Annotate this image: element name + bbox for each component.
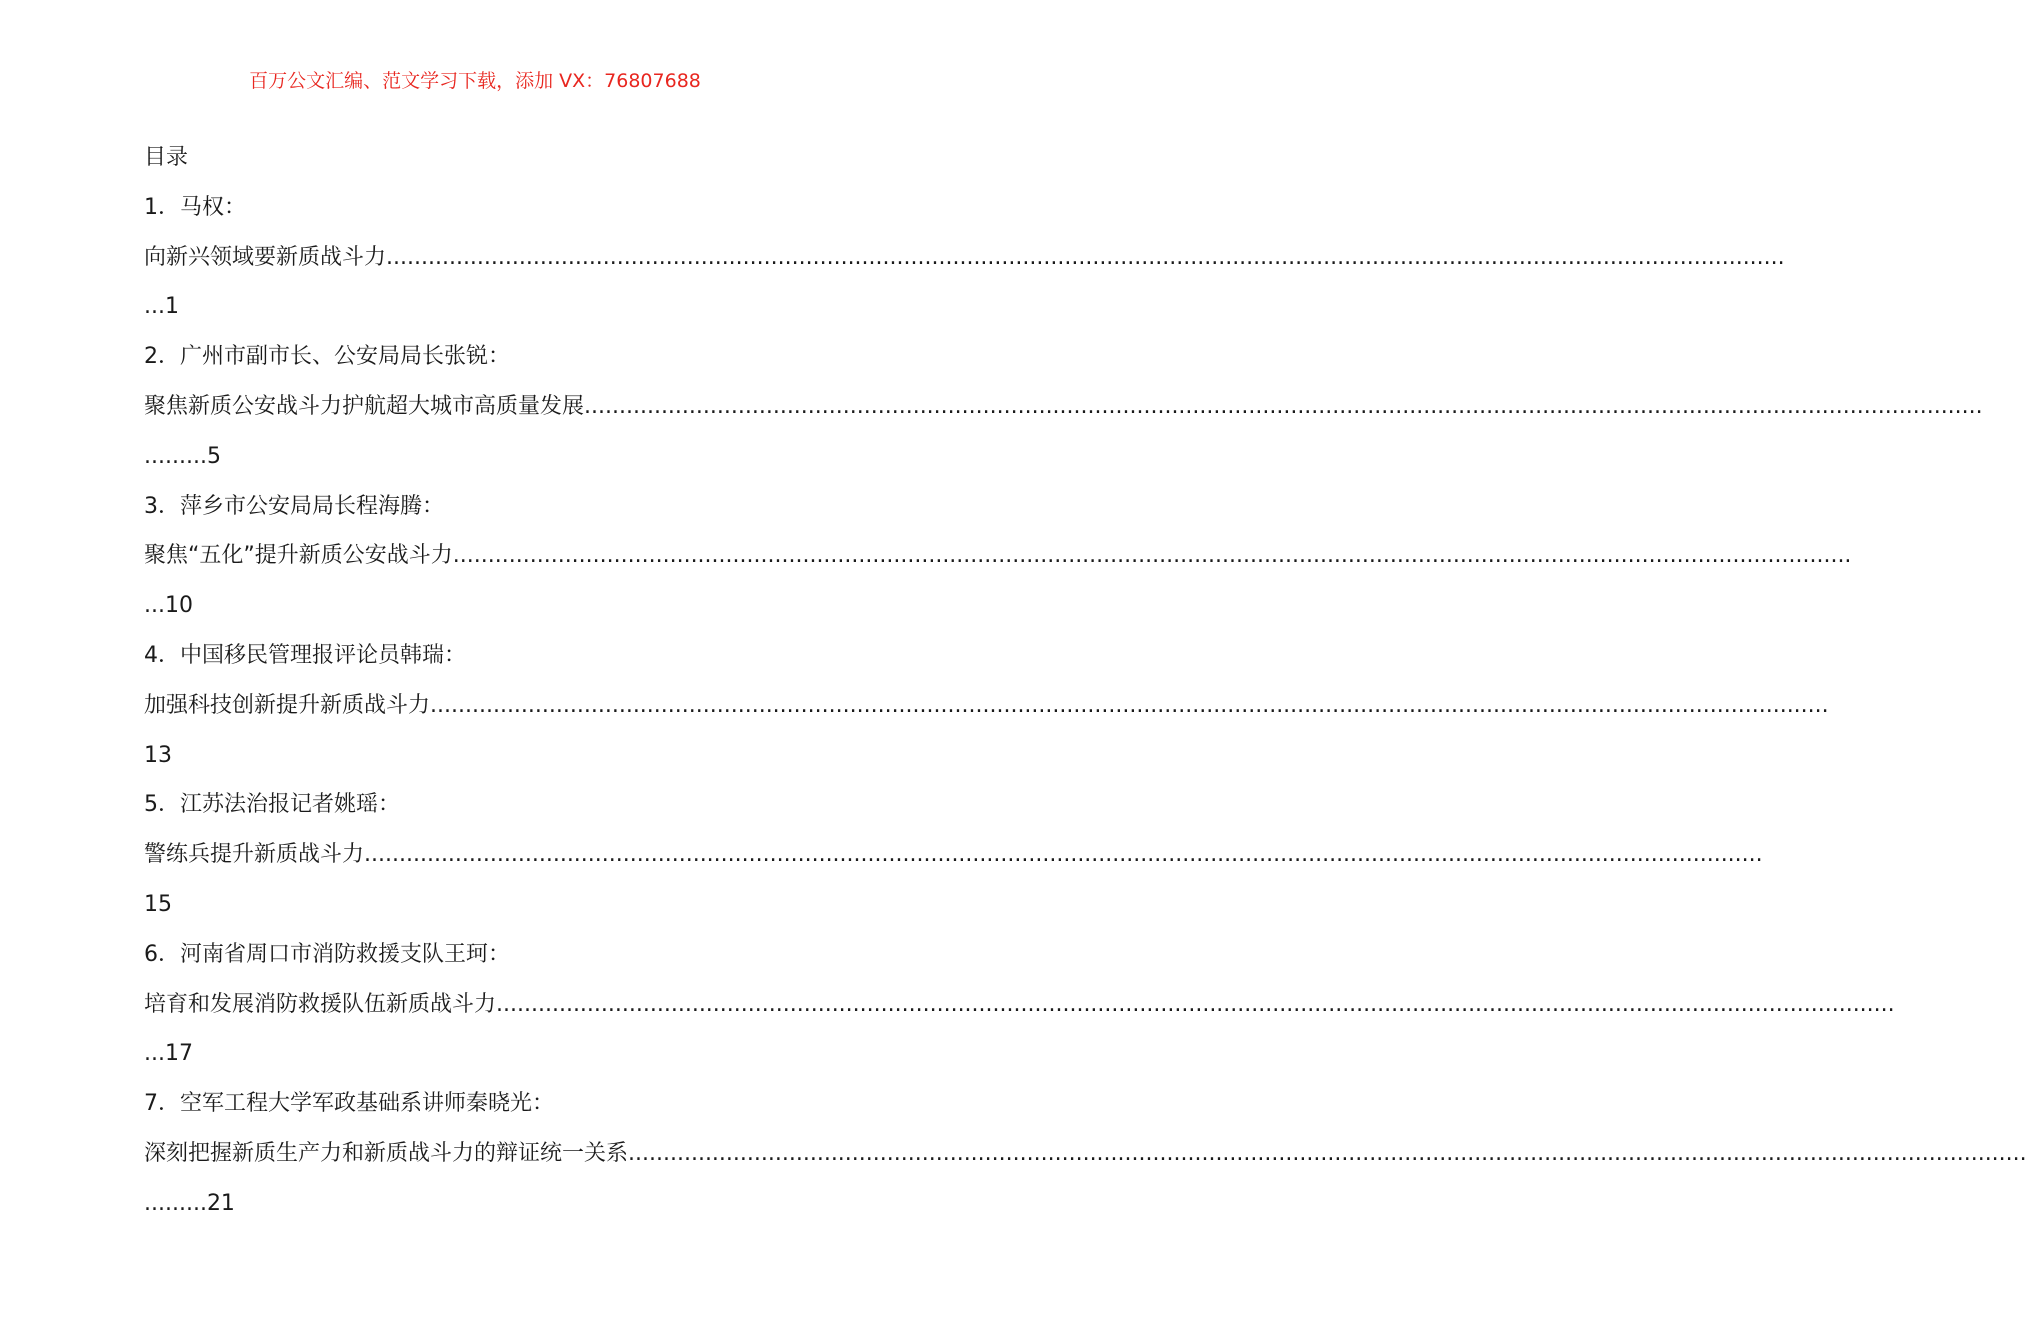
toc-entry — [144, 930, 1895, 1079]
toc-title: 加强科技创新提升新质战斗力 — [144, 692, 431, 718]
dot-leader: ........................................................................................................................................................................................................ — [386, 244, 1785, 270]
toc-entry — [144, 332, 1983, 481]
dot-leader: ........................................................................................................................................................................................................ — [452, 543, 1852, 569]
toc-entry — [144, 1079, 2027, 1228]
toc-page: .........21 — [144, 1190, 235, 1216]
toc-page: .........5 — [144, 443, 221, 469]
toc-title-row — [144, 681, 1829, 731]
toc-page: ...1 — [144, 294, 179, 320]
toc-title-row — [144, 531, 1852, 581]
toc-title: 深刻把握新质生产力和新质战斗力的辩证统一关系 — [144, 1140, 629, 1166]
toc-author: 6．河南省周口市消防救援支队王珂： — [144, 941, 510, 967]
toc-title-row — [144, 830, 1763, 880]
toc-title-row — [144, 233, 1785, 283]
dot-leader: ........................................................................................................................................................................................................ — [364, 842, 1763, 868]
toc-entry — [144, 482, 1852, 631]
toc-entry — [144, 183, 1785, 332]
watermark-header: 百万公文汇编、范文学习下载，添加 VX：76807688 — [249, 70, 701, 92]
dot-leader: ........................................................................................................................................................................................................ — [584, 393, 1983, 419]
toc-title-row — [144, 382, 1983, 432]
toc-page: 15 — [144, 891, 172, 917]
toc-author: 5．江苏法治报记者姚瑶： — [144, 792, 400, 818]
dot-leader: ........................................................................................................................................................................................................ — [430, 692, 1829, 718]
toc-author: 3．萍乡市公安局局长程海腾： — [144, 493, 444, 519]
toc-title-row — [144, 980, 1895, 1030]
toc-entry — [144, 631, 1829, 780]
toc-title: 向新兴领域要新质战斗力 — [144, 244, 387, 270]
toc-page: 13 — [144, 742, 172, 768]
toc-title: 培育和发展消防救援队伍新质战斗力 — [144, 991, 497, 1017]
toc-author: 2．广州市副市长、公安局局长张锐： — [144, 344, 510, 370]
toc-title: 警练兵提升新质战斗力 — [144, 842, 365, 868]
toc-page: ...10 — [144, 593, 193, 619]
toc-author: 1．马权： — [144, 194, 246, 220]
table-of-contents — [144, 133, 2027, 1229]
toc-title-row — [144, 1129, 2027, 1179]
toc-entry — [144, 780, 1763, 929]
toc-heading: 目录 — [144, 145, 189, 170]
dot-leader: ........................................................................................................................................................................................................ — [628, 1140, 2027, 1166]
toc-author: 7．空军工程大学军政基础系讲师秦晓光： — [144, 1091, 554, 1117]
toc-title: 聚焦新质公安战斗力护航超大城市高质量发展 — [144, 393, 585, 419]
toc-author: 4．中国移民管理报评论员韩瑞： — [144, 642, 466, 668]
toc-title: 聚焦“五化”提升新质公安战斗力 — [144, 543, 453, 569]
dot-leader: ........................................................................................................................................................................................................ — [496, 991, 1895, 1017]
toc-page: ...17 — [144, 1041, 193, 1067]
